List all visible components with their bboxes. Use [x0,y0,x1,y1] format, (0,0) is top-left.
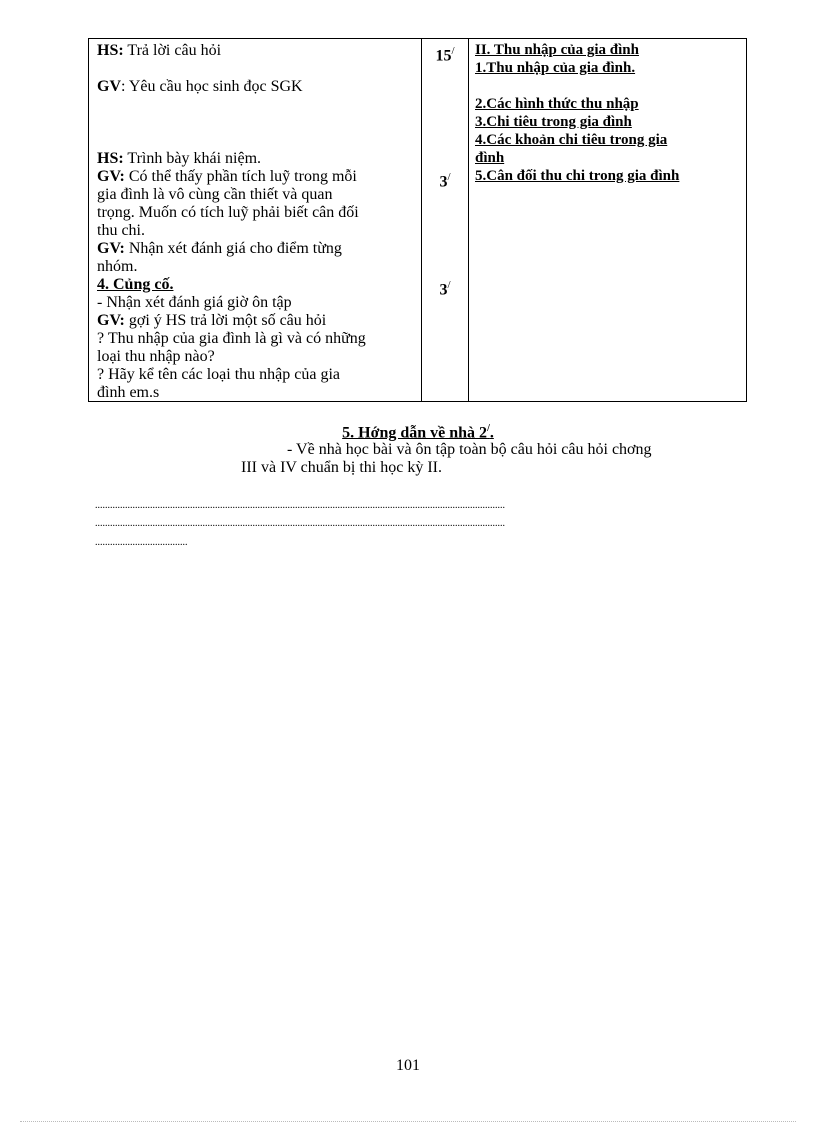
time-column [422,39,469,402]
content-item: 5.Cân đối thu chi trong gia đình [475,168,680,184]
dotted-line: ..................................... [95,538,188,548]
activity-line: gia đình là vô cùng cần thiết và quan [97,186,333,203]
content-heading: II. Thu nhập của gia đình [475,42,639,58]
activity-line: HS: Trả lời câu hỏi [97,42,222,59]
content-item: 3.Chi tiêu trong gia đình [475,114,632,130]
activity-line: - Nhận xét đánh giá giờ ôn tập [97,294,292,311]
activity-line: nhóm. [97,258,138,275]
time-value: 3/ [439,279,451,299]
section-heading: 4. Củng cố. [97,276,174,293]
lesson-table [88,38,747,402]
activity-line: trọng. Muốn có tích luỹ phải biết cân đối [97,204,359,221]
activity-line: HS: Trình bày khái niệm. [97,150,262,167]
content-item: 1.Thu nhập của gia đình. [475,60,636,76]
activity-line: loại thu nhập nào? [97,348,215,365]
homework-line: - Về nhà học bài và ôn tập toàn bộ câu hỏi câu hỏi chơng [287,441,652,458]
content-item: đình [475,150,505,166]
activity-line: ? Hãy kể tên các loại thu nhập của gia [97,366,340,383]
content-item: 4.Các khoản chi tiêu trong gia [475,132,668,148]
activity-line: thu chi. [97,222,145,239]
activity-line: GV: Nhận xét đánh giá cho điểm từng [97,240,342,257]
dotted-line: .................................................................................................................................................................... [95,501,505,511]
content-column [469,39,747,402]
activity-line: GV: gợi ý HS trả lời một số câu hỏi [97,312,327,329]
activity-line: ? Thu nhập của gia đình là gì và có những [97,330,366,347]
activity-line: đình em.s [97,384,160,401]
activity-line: GV: Có thể thấy phần tích luỹ trong mỗi [97,168,357,185]
footer-divider [20,1121,796,1122]
page-number: 101 [396,1057,420,1074]
activity-column [89,39,422,402]
time-value: 3/ [439,171,451,191]
content-item: 2.Các hình thức thu nhập [475,96,639,112]
homework-title: 5. Hớng dẫn về nhà 2/. [342,423,494,442]
time-value: 15/ [435,45,455,65]
dotted-line: .................................................................................................................................................................... [95,519,505,529]
homework-line: III và IV chuẩn bị thi học kỳ II. [241,459,442,476]
activity-line: GV: Yêu cầu học sinh đọc SGK [97,78,303,95]
